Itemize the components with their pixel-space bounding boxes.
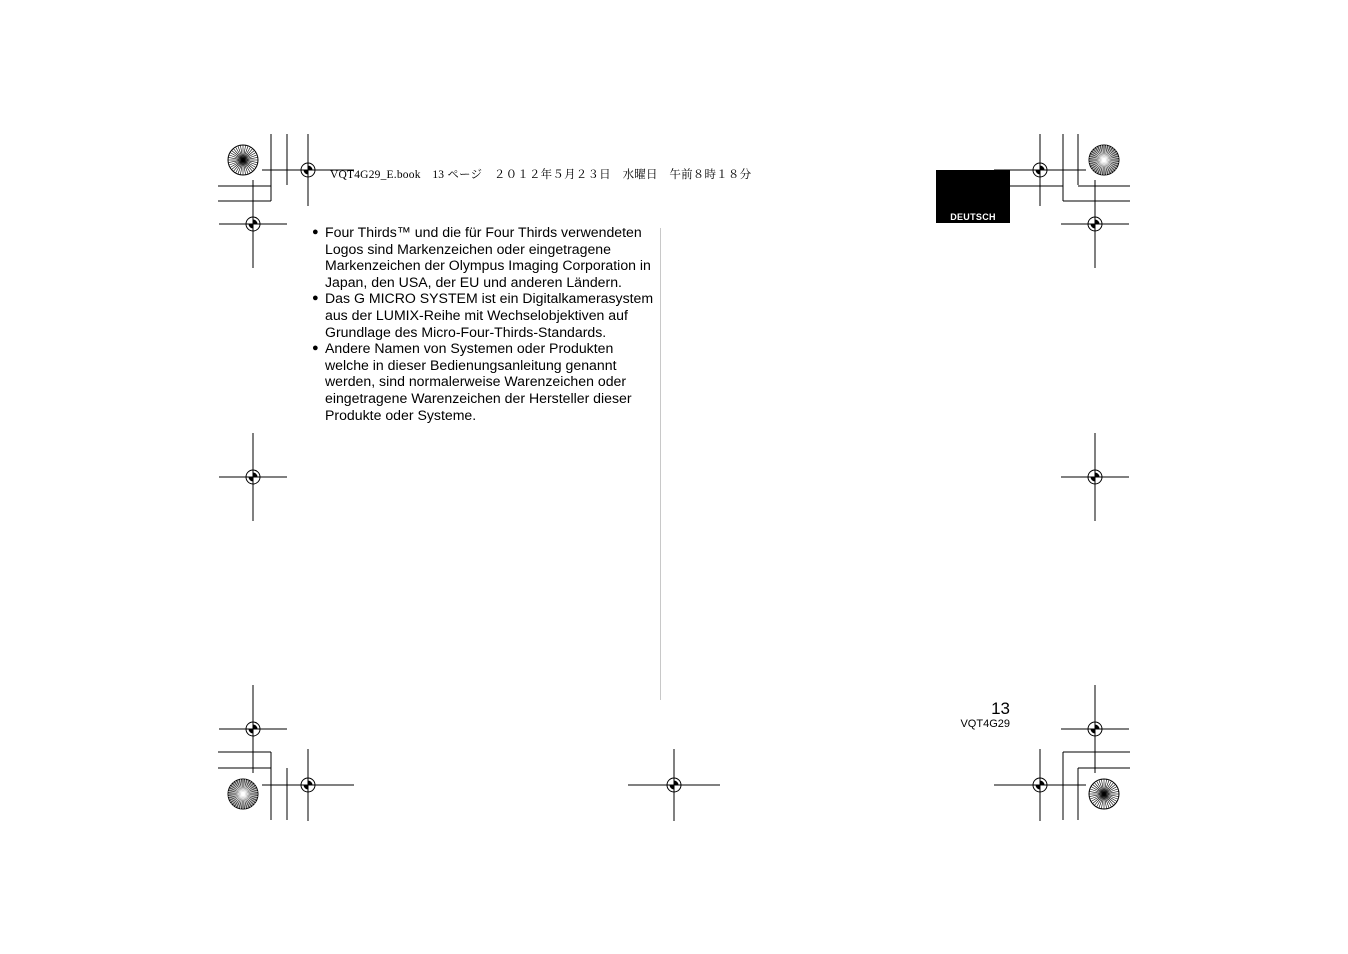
bullet-text: Andere Namen von Systemen oder Produkten welche in dieser Bedienungsanleitung genannt werden, sind normalerweise Warenzeichen oder eingetragene Warenzeichen der Hersteller dieser Produkte oder Systeme. xyxy=(325,340,632,423)
color-star-target-icon xyxy=(228,779,258,809)
bullet-text: Das G MICRO SYSTEM ist ein Digitalkamerasystem aus der LUMIX-Reihe mit Wechselobjektiven auf Grundlage des Micro-Four-Thirds-Standards. xyxy=(325,290,654,340)
bullet-text: Four Thirds™ und die für Four Thirds verwendeten Logos sind Markenzeichen oder eingetragene Markenzeichen der Olympus Imaging Corporation in Japan, den USA, der EU und anderen Ländern. xyxy=(325,224,651,290)
language-tab xyxy=(936,170,1010,223)
registration-mark-icon xyxy=(262,749,354,821)
color-star-target-icon xyxy=(1089,779,1119,809)
bullet-item xyxy=(312,340,657,423)
book-info-header: VQT4G29_E.book 13 ページ ２０１２年５月２３日 水曜日 午前８時１８分 xyxy=(330,169,752,181)
registration-mark-icon xyxy=(1061,685,1129,773)
color-star-target-icon xyxy=(228,145,258,175)
registration-mark-icon xyxy=(219,685,287,773)
registration-mark-icon xyxy=(219,433,287,521)
bullet-icon: ● xyxy=(312,292,319,305)
registration-mark-icon xyxy=(1061,433,1129,521)
column-divider xyxy=(660,228,661,700)
bullet-item xyxy=(312,224,657,290)
bullet-item xyxy=(312,290,657,340)
color-star-target-icon xyxy=(1089,145,1119,175)
bullet-icon: ● xyxy=(312,342,319,355)
registration-mark-icon xyxy=(219,180,287,268)
trademark-notes xyxy=(312,224,657,423)
doc-code: VQT4G29 xyxy=(960,718,1010,730)
registration-mark-icon xyxy=(994,749,1086,821)
registration-mark-icon xyxy=(628,749,720,821)
bullet-icon: ● xyxy=(312,226,319,238)
registration-mark-icon xyxy=(1061,180,1129,268)
language-tab-label: DEUTSCH xyxy=(950,212,996,222)
page-number: 13 xyxy=(991,699,1010,718)
